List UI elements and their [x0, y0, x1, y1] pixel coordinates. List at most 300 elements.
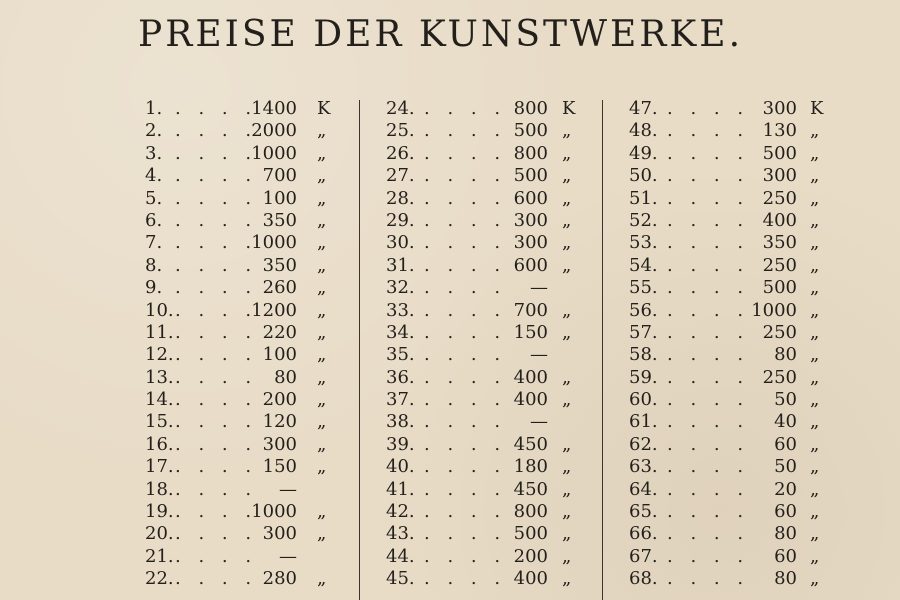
price-value: 50 [774, 389, 797, 411]
currency-unit: „ [810, 344, 820, 366]
item-number: 20. [145, 523, 174, 545]
price-value: 80 [774, 344, 797, 366]
price-value: 250 [762, 366, 797, 388]
price-value: 50 [774, 456, 797, 478]
price-row [145, 120, 340, 142]
leader-dots: . . . . [667, 478, 750, 500]
leader-dots: . . . . [667, 187, 750, 209]
price-row [386, 232, 586, 254]
currency-unit: „ [562, 142, 572, 164]
currency-unit: „ [317, 389, 327, 411]
price-row [386, 523, 586, 545]
currency-unit: „ [810, 501, 820, 523]
item-number: 27. [386, 165, 415, 187]
price-value: 200 [513, 545, 548, 567]
item-number: 64. [629, 478, 658, 500]
price-value: 800 [513, 98, 548, 119]
price-row [629, 389, 829, 411]
price-row [629, 300, 829, 322]
currency-unit: „ [810, 232, 820, 254]
leader-dots: . . . . [175, 568, 258, 590]
leader-dots: . . . . [667, 523, 750, 545]
price-row [629, 456, 829, 478]
item-number: 10. [145, 299, 174, 321]
currency-unit: „ [562, 187, 572, 209]
leader-dots: . . . . [424, 120, 507, 142]
price-value: 350 [262, 209, 297, 231]
currency-unit: „ [317, 299, 327, 321]
leader-dots: . . . . [424, 321, 507, 343]
price-value: 300 [762, 98, 797, 119]
price-value: 500 [513, 120, 548, 142]
price-row [629, 120, 829, 142]
price-row [145, 367, 340, 389]
currency-unit: „ [810, 299, 820, 321]
currency-unit: „ [810, 209, 820, 231]
price-row [145, 479, 340, 501]
item-number: 60. [629, 389, 658, 411]
item-number: 30. [386, 232, 415, 254]
price-row [386, 143, 586, 165]
price-row [629, 546, 829, 568]
leader-dots: . . . . [424, 187, 507, 209]
leader-dots: . . . . [424, 98, 507, 119]
currency-unit: „ [317, 165, 327, 187]
item-number: 39. [386, 433, 415, 455]
currency-unit: „ [317, 366, 327, 388]
item-number: 18. [145, 478, 174, 500]
currency-unit: „ [810, 456, 820, 478]
leader-dots: . . . . [424, 254, 507, 276]
leader-dots: . . . . [175, 120, 258, 142]
leader-dots: . . . . [175, 277, 258, 299]
no-price-dash: — [530, 344, 548, 366]
price-row [386, 411, 586, 433]
currency-unit: „ [317, 433, 327, 455]
item-number: 47. [629, 98, 658, 119]
price-row [145, 523, 340, 545]
currency-unit: „ [562, 568, 572, 590]
item-number: 54. [629, 254, 658, 276]
currency-unit: „ [810, 321, 820, 343]
price-value: 350 [762, 232, 797, 254]
item-number: 17. [145, 456, 174, 478]
currency-unit: „ [562, 366, 572, 388]
item-number: 49. [629, 142, 658, 164]
item-number: 55. [629, 277, 658, 299]
item-number: 58. [629, 344, 658, 366]
currency-unit: „ [317, 120, 327, 142]
price-column-1 [145, 98, 340, 591]
item-number: 67. [629, 545, 658, 567]
leader-dots: . . . . [424, 568, 507, 590]
price-value: 60 [774, 545, 797, 567]
item-number: 48. [629, 120, 658, 142]
price-row [145, 232, 340, 254]
column-divider-2 [602, 100, 603, 600]
currency-unit: „ [562, 299, 572, 321]
currency-unit: „ [562, 545, 572, 567]
leader-dots: . . . . [667, 277, 750, 299]
price-value: 1200 [251, 299, 297, 321]
price-row [629, 98, 829, 120]
leader-dots: . . . . [175, 411, 258, 433]
item-number: 25. [386, 120, 415, 142]
leader-dots: . . . . [424, 299, 507, 321]
price-row [145, 568, 340, 590]
currency-unit: „ [317, 344, 327, 366]
column-divider-1 [359, 100, 360, 600]
leader-dots: . . . . [424, 545, 507, 567]
leader-dots: . . . . [175, 321, 258, 343]
currency-unit: „ [810, 366, 820, 388]
item-number: 22. [145, 568, 174, 590]
item-number: 34. [386, 321, 415, 343]
currency-unit: „ [562, 232, 572, 254]
price-value: 1400 [251, 98, 297, 119]
leader-dots: . . . . [424, 277, 507, 299]
price-value: 250 [762, 321, 797, 343]
item-number: 42. [386, 501, 415, 523]
price-row [145, 210, 340, 232]
item-number: 35. [386, 344, 415, 366]
price-row [145, 344, 340, 366]
price-row [145, 98, 340, 120]
price-value: 1000 [251, 142, 297, 164]
price-value: 100 [262, 187, 297, 209]
leader-dots: . . . . [667, 209, 750, 231]
price-row [145, 434, 340, 456]
price-row [629, 568, 829, 590]
item-number: 15. [145, 411, 174, 433]
currency-unit: „ [562, 523, 572, 545]
price-value: 300 [513, 209, 548, 231]
price-row [145, 188, 340, 210]
price-value: 2000 [251, 120, 297, 142]
item-number: 11. [145, 321, 174, 343]
leader-dots: . . . . [175, 254, 258, 276]
currency-unit: „ [562, 321, 572, 343]
leader-dots: . . . . [175, 209, 258, 231]
price-row [629, 434, 829, 456]
item-number: 43. [386, 523, 415, 545]
currency-unit: „ [810, 187, 820, 209]
price-value: 80 [774, 523, 797, 545]
leader-dots: . . . . [667, 501, 750, 523]
item-number: 62. [629, 433, 658, 455]
item-number: 37. [386, 389, 415, 411]
currency-unit: K [562, 98, 576, 119]
leader-dots: . . . . [175, 433, 258, 455]
currency-unit: „ [562, 389, 572, 411]
leader-dots: . . . . [667, 254, 750, 276]
leader-dots: . . . . [667, 433, 750, 455]
price-row [386, 98, 586, 120]
leader-dots: . . . . [667, 299, 750, 321]
currency-unit: „ [562, 165, 572, 187]
price-value: 40 [774, 411, 797, 433]
leader-dots: . . . . [424, 523, 507, 545]
item-number: 31. [386, 254, 415, 276]
item-number: 32. [386, 277, 415, 299]
item-number: 53. [629, 232, 658, 254]
currency-unit: „ [810, 254, 820, 276]
item-number: 59. [629, 366, 658, 388]
item-number: 63. [629, 456, 658, 478]
price-row [386, 188, 586, 210]
item-number: 28. [386, 187, 415, 209]
item-number: 36. [386, 366, 415, 388]
item-number: 8. [145, 254, 163, 276]
price-row [629, 501, 829, 523]
leader-dots: . . . . [424, 142, 507, 164]
leader-dots: . . . . [667, 366, 750, 388]
price-row [386, 344, 586, 366]
leader-dots: . . . . [424, 501, 507, 523]
item-number: 29. [386, 209, 415, 231]
currency-unit: „ [562, 209, 572, 231]
price-value: 700 [513, 299, 548, 321]
item-number: 61. [629, 411, 658, 433]
price-value: 300 [762, 165, 797, 187]
price-value: 20 [774, 478, 797, 500]
price-row [386, 546, 586, 568]
price-value: 450 [513, 478, 548, 500]
currency-unit: „ [562, 433, 572, 455]
leader-dots: . . . . [175, 232, 258, 254]
leader-dots: . . . . [175, 187, 258, 209]
price-row [386, 255, 586, 277]
leader-dots: . . . . [424, 433, 507, 455]
leader-dots: . . . . [424, 344, 507, 366]
price-row [629, 232, 829, 254]
leader-dots: . . . . [175, 142, 258, 164]
price-value: 150 [513, 321, 548, 343]
currency-unit: „ [810, 433, 820, 455]
price-row [145, 322, 340, 344]
leader-dots: . . . . [175, 478, 258, 500]
currency-unit: „ [810, 142, 820, 164]
leader-dots: . . . . [175, 299, 258, 321]
price-value: 60 [774, 501, 797, 523]
currency-unit: „ [317, 523, 327, 545]
price-row [145, 546, 340, 568]
currency-unit: „ [317, 187, 327, 209]
currency-unit: „ [562, 478, 572, 500]
price-row [386, 210, 586, 232]
item-number: 51. [629, 187, 658, 209]
item-number: 21. [145, 545, 174, 567]
price-value: 500 [762, 142, 797, 164]
price-row [145, 255, 340, 277]
price-row [145, 143, 340, 165]
price-row [145, 389, 340, 411]
price-row [629, 188, 829, 210]
no-price-dash: — [530, 411, 548, 433]
item-number: 26. [386, 142, 415, 164]
item-number: 9. [145, 277, 163, 299]
currency-unit: „ [317, 209, 327, 231]
currency-unit: „ [810, 411, 820, 433]
price-row [386, 456, 586, 478]
price-value: 400 [762, 209, 797, 231]
price-value: 180 [513, 456, 548, 478]
price-row [629, 367, 829, 389]
item-number: 68. [629, 568, 658, 590]
leader-dots: . . . . [667, 545, 750, 567]
currency-unit: „ [317, 411, 327, 433]
item-number: 50. [629, 165, 658, 187]
price-row [386, 479, 586, 501]
leader-dots: . . . . [424, 456, 507, 478]
price-row [386, 434, 586, 456]
item-number: 45. [386, 568, 415, 590]
leader-dots: . . . . [424, 411, 507, 433]
price-row [145, 501, 340, 523]
price-row [629, 165, 829, 187]
page-title: PREISE DER KUNSTWERKE. [138, 14, 744, 55]
price-row [629, 277, 829, 299]
price-value: 600 [513, 254, 548, 276]
currency-unit: „ [317, 321, 327, 343]
price-row [145, 277, 340, 299]
item-number: 40. [386, 456, 415, 478]
leader-dots: . . . . [667, 389, 750, 411]
price-column-3 [629, 98, 829, 591]
leader-dots: . . . . [175, 501, 258, 523]
price-value: 1000 [251, 501, 297, 523]
currency-unit: „ [562, 120, 572, 142]
price-value: 350 [262, 254, 297, 276]
currency-unit: „ [317, 501, 327, 523]
currency-unit: „ [317, 254, 327, 276]
price-value: 220 [262, 321, 297, 343]
leader-dots: . . . . [424, 232, 507, 254]
item-number: 44. [386, 545, 415, 567]
item-number: 7. [145, 232, 163, 254]
item-number: 33. [386, 299, 415, 321]
leader-dots: . . . . [175, 545, 258, 567]
leader-dots: . . . . [175, 389, 258, 411]
currency-unit: „ [317, 456, 327, 478]
currency-unit: „ [810, 277, 820, 299]
currency-unit: „ [562, 501, 572, 523]
item-number: 56. [629, 299, 658, 321]
item-number: 57. [629, 321, 658, 343]
price-value: 130 [762, 120, 797, 142]
price-value: 500 [762, 277, 797, 299]
leader-dots: . . . . [667, 98, 750, 119]
item-number: 66. [629, 523, 658, 545]
price-value: 500 [513, 523, 548, 545]
item-number: 5. [145, 187, 163, 209]
price-value: 200 [262, 389, 297, 411]
currency-unit: „ [810, 478, 820, 500]
price-value: 700 [262, 165, 297, 187]
price-value: 250 [762, 187, 797, 209]
item-number: 19. [145, 501, 174, 523]
price-row [629, 322, 829, 344]
item-number: 52. [629, 209, 658, 231]
price-row [145, 165, 340, 187]
item-number: 14. [145, 389, 174, 411]
leader-dots: . . . . [667, 321, 750, 343]
price-row [145, 411, 340, 433]
item-number: 3. [145, 142, 163, 164]
price-value: 800 [513, 501, 548, 523]
item-number: 12. [145, 344, 174, 366]
leader-dots: . . . . [667, 344, 750, 366]
price-value: 450 [513, 433, 548, 455]
item-number: 4. [145, 165, 163, 187]
price-value: 120 [262, 411, 297, 433]
leader-dots: . . . . [175, 366, 258, 388]
price-value: 150 [262, 456, 297, 478]
price-value: 300 [262, 523, 297, 545]
price-row [386, 389, 586, 411]
price-value: 80 [274, 366, 297, 388]
leader-dots: . . . . [667, 232, 750, 254]
leader-dots: . . . . [424, 366, 507, 388]
price-value: 400 [513, 568, 548, 590]
price-value: 260 [262, 277, 297, 299]
price-row [629, 479, 829, 501]
no-price-dash: — [530, 277, 548, 299]
price-row [386, 367, 586, 389]
price-value: 400 [513, 389, 548, 411]
leader-dots: . . . . [424, 209, 507, 231]
currency-unit: „ [317, 568, 327, 590]
price-row [629, 411, 829, 433]
price-row [629, 523, 829, 545]
item-number: 65. [629, 501, 658, 523]
price-value: 800 [513, 142, 548, 164]
price-row [386, 300, 586, 322]
price-value: 1000 [251, 232, 297, 254]
no-price-dash: — [279, 478, 297, 500]
item-number: 1. [145, 98, 163, 119]
price-value: 500 [513, 165, 548, 187]
price-value: 250 [762, 254, 797, 276]
price-value: 60 [774, 433, 797, 455]
price-row [145, 300, 340, 322]
currency-unit: „ [810, 120, 820, 142]
currency-unit: „ [810, 545, 820, 567]
currency-unit: „ [562, 254, 572, 276]
item-number: 24. [386, 98, 415, 119]
currency-unit: „ [810, 523, 820, 545]
price-value: 600 [513, 187, 548, 209]
currency-unit: K [317, 98, 331, 119]
item-number: 41. [386, 478, 415, 500]
item-number: 6. [145, 209, 163, 231]
currency-unit: „ [810, 389, 820, 411]
leader-dots: . . . . [667, 568, 750, 590]
price-column-2 [386, 98, 586, 591]
price-value: 1000 [751, 299, 797, 321]
leader-dots: . . . . [667, 456, 750, 478]
currency-unit: „ [317, 142, 327, 164]
price-row [386, 568, 586, 590]
leader-dots: . . . . [175, 456, 258, 478]
leader-dots: . . . . [667, 120, 750, 142]
price-value: 300 [262, 433, 297, 455]
price-row [386, 322, 586, 344]
price-row [145, 456, 340, 478]
item-number: 13. [145, 366, 174, 388]
currency-unit: „ [562, 456, 572, 478]
currency-unit: „ [317, 232, 327, 254]
